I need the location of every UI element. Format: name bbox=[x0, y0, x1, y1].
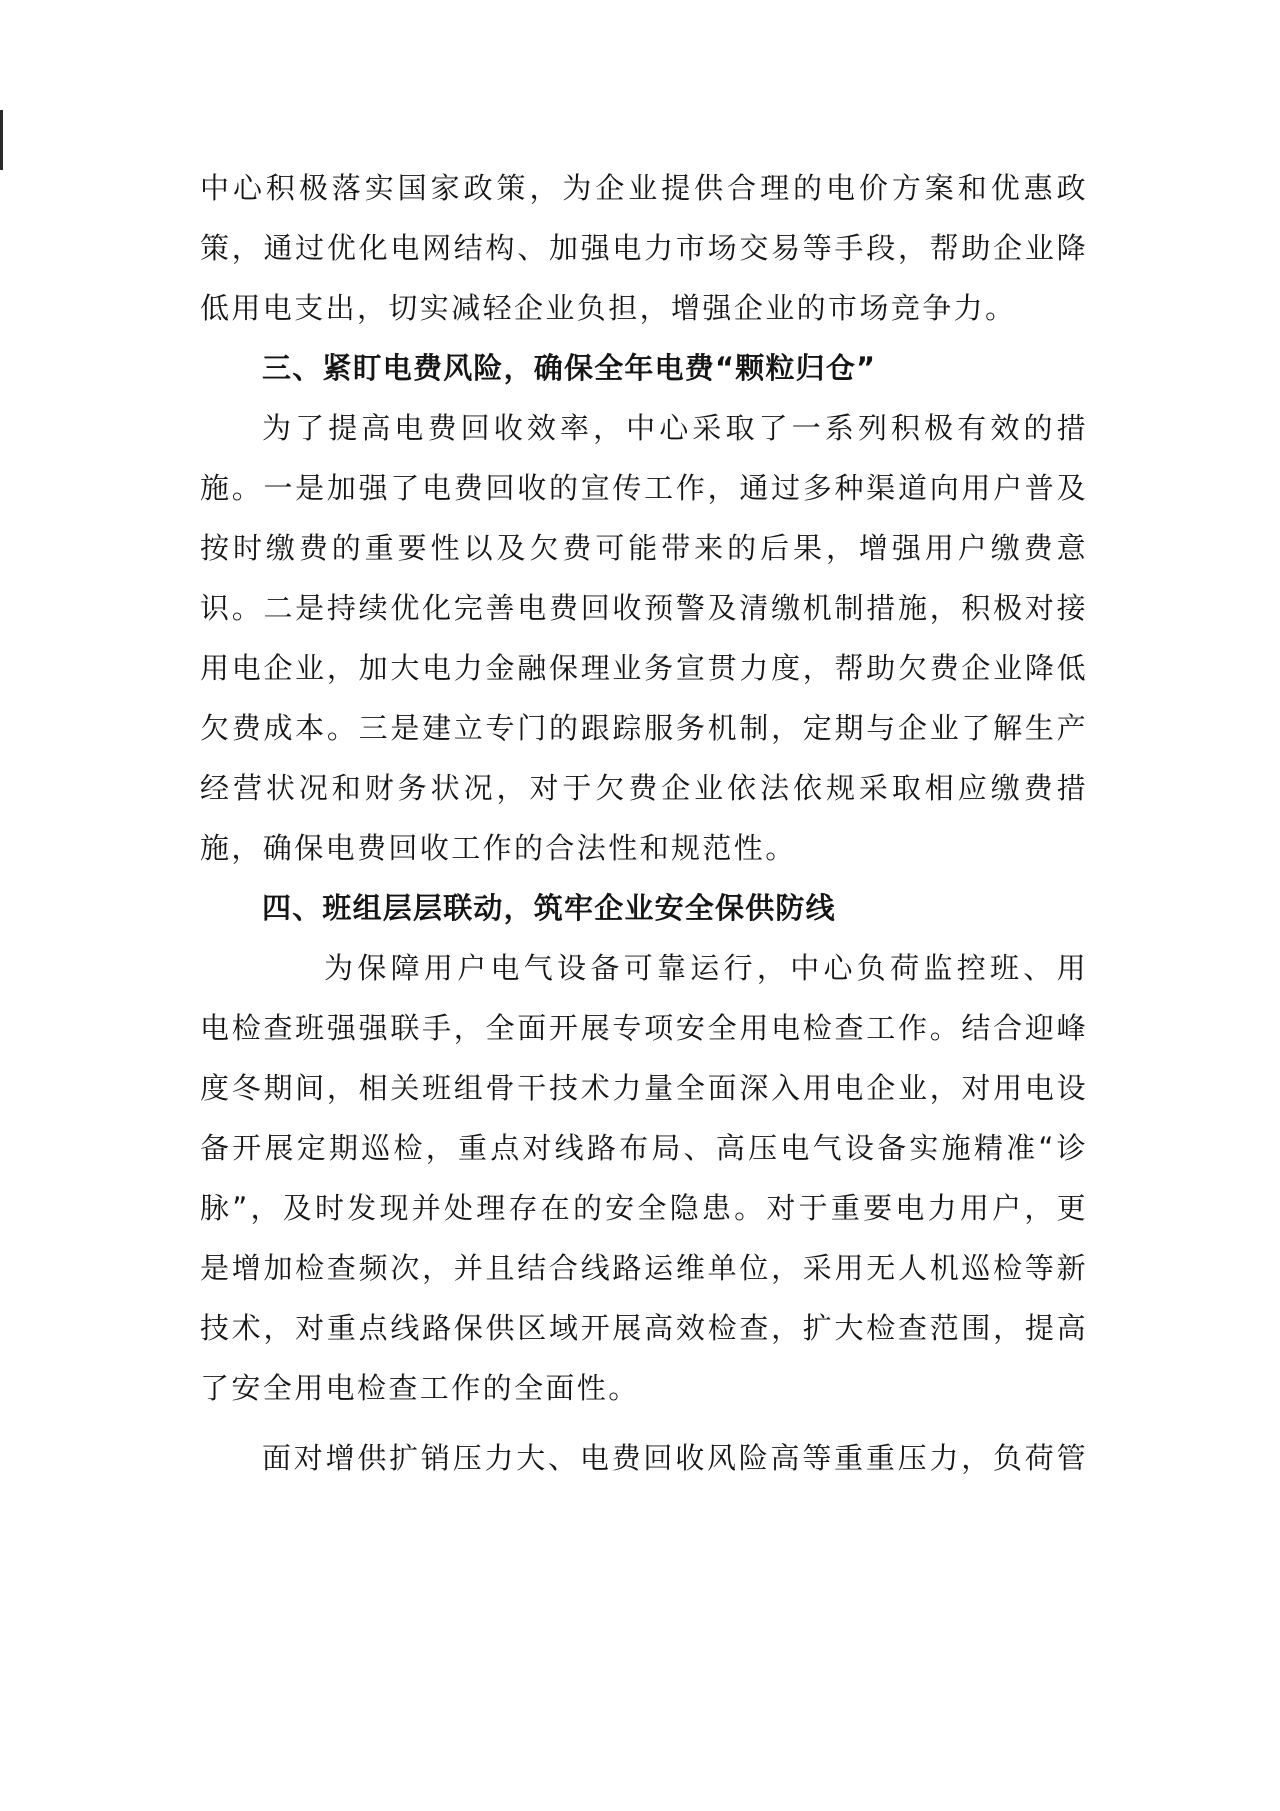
paragraph-line: 低用电支出，切实减轻企业负担，增强企业的市场竞争力。 bbox=[200, 291, 1017, 325]
paragraph-line: 策，通过优化电网结构、加强电力市场交易等手段，帮助企业降 bbox=[200, 231, 1088, 265]
paragraph-line: 为了提高电费回收效率，中心采取了一系列积极有效的措 bbox=[262, 411, 1088, 445]
paragraph-line: 为保障用户电气设备可靠运行，中心负荷监控班、用 bbox=[324, 951, 1088, 985]
paragraph-line: 欠费成本。三是建立专门的跟踪服务机制，定期与企业了解生产 bbox=[200, 711, 1088, 745]
paragraph-line: 施，确保电费回收工作的合法性和规范性。 bbox=[200, 831, 797, 865]
paragraph-line: 中心积极落实国家政策，为企业提供合理的电价方案和优惠政 bbox=[200, 171, 1088, 205]
paragraph-line: 是增加检查频次，并且结合线路运维单位，采用无人机巡检等新 bbox=[200, 1251, 1088, 1285]
scan-edge-mark bbox=[0, 110, 3, 170]
paragraph-line: 施。一是加强了电费回收的宣传工作，通过多种渠道向用户普及 bbox=[200, 471, 1088, 505]
paragraph-line: 按时缴费的重要性以及欠费可能带来的后果，增强用户缴费意 bbox=[200, 531, 1088, 565]
paragraph-line: 了安全用电检查工作的全面性。 bbox=[200, 1371, 640, 1405]
section-heading-4: 四、班组层层联动，筑牢企业安全保供防线 bbox=[262, 891, 836, 925]
paragraph-line: 技术，对重点线路保供区域开展高效检查，扩大检查范围，提高 bbox=[200, 1311, 1088, 1345]
paragraph-line: 识。二是持续优化完善电费回收预警及清缴机制措施，积极对接 bbox=[200, 591, 1088, 625]
section-heading-3: 三、紧盯电费风险，确保全年电费“颗粒归仓” bbox=[262, 351, 877, 385]
paragraph-line: 脉”，及时发现并处理存在的安全隐患。对于重要电力用户，更 bbox=[200, 1191, 1088, 1225]
paragraph-line: 经营状况和财务状况，对于欠费企业依法依规采取相应缴费措 bbox=[200, 771, 1088, 805]
paragraph-line: 用电企业，加大电力金融保理业务宣贯力度，帮助欠费企业降低 bbox=[200, 651, 1088, 685]
paragraph-line: 备开展定期巡检，重点对线路布局、高压电气设备实施精准“诊 bbox=[200, 1131, 1088, 1165]
paragraph-line: 度冬期间，相关班组骨干技术力量全面深入用电企业，对用电设 bbox=[200, 1071, 1088, 1105]
paragraph-line: 面对增供扩销压力大、电费回收风险高等重重压力，负荷管 bbox=[262, 1441, 1088, 1475]
paragraph-line: 电检查班强强联手，全面开展专项安全用电检查工作。结合迎峰 bbox=[200, 1011, 1088, 1045]
